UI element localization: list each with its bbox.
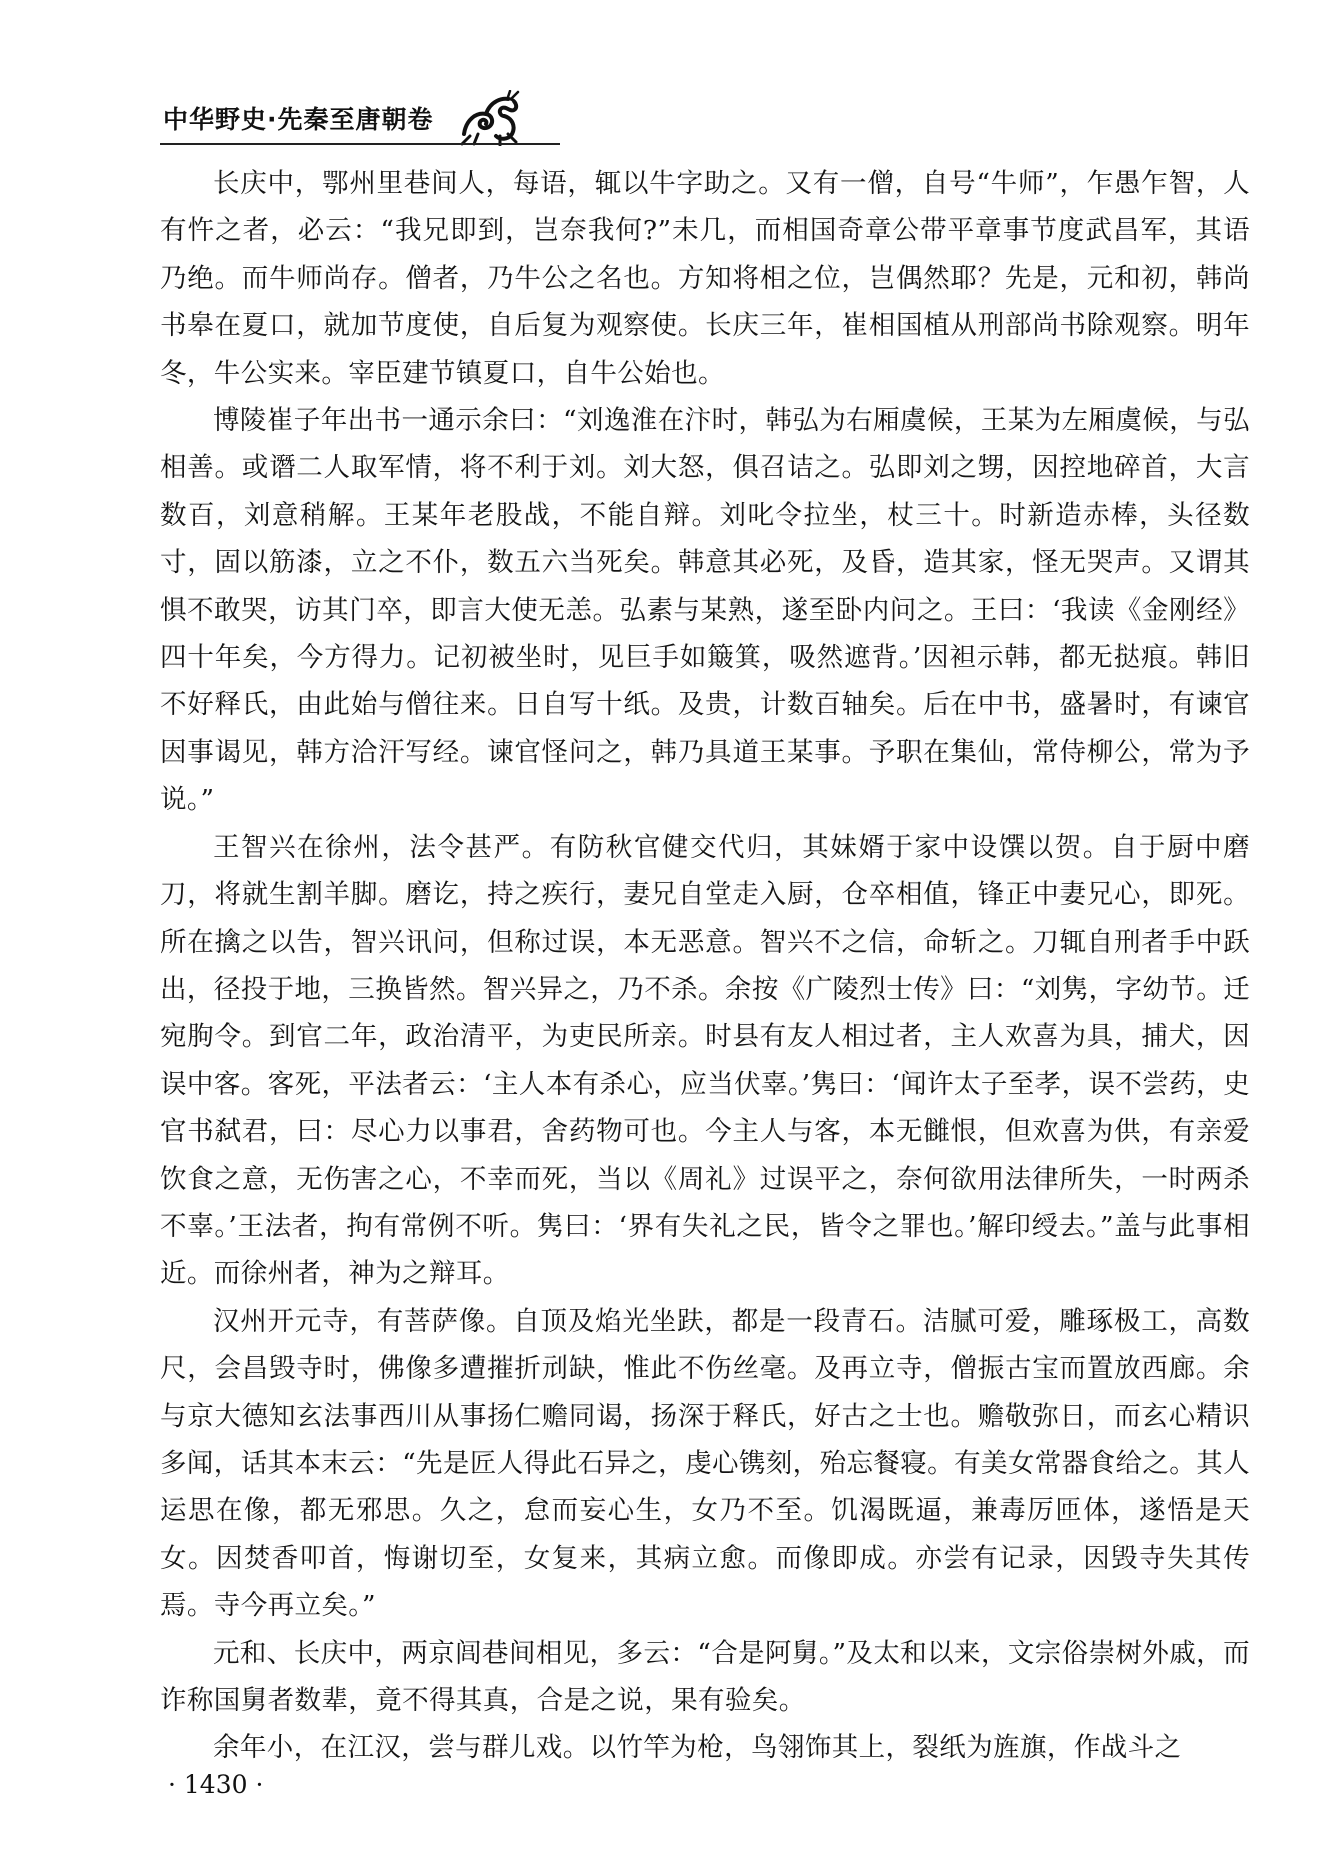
paragraph: 长庆中，鄂州里巷间人，每语，辄以牛字助之。又有一僧，自号“牛师”，乍愚乍智，人有忤之者，必云：“我兄即到，岂奈我何?”未几，而相国奇章公带平章事节度武昌军，其语乃绝。而牛师尚存。僧者，乃牛公之名也。方知将相之位，岂偶然耶？先是，元和初，韩尚书皋在夏口，就加节度使，自后复为观察使。长庆三年，崔相国植从刑部尚书除观察。明年冬，牛公实来。宰臣建节镇夏口，自牛公始也。 (160, 168, 1250, 389)
running-header-title: 中华野史·先秦至唐朝卷 (163, 105, 434, 134)
dragon-icon (456, 90, 522, 146)
paragraph: 余年小，在江汉，尝与群儿戏。以竹竿为枪，鸟翎饰其上，裂纸为旌旗，作战斗之 (213, 1732, 1182, 1764)
paragraph: 元和、长庆中，两京闾巷间相见，多云：“合是阿舅。”及太和以来，文宗俗崇树外戚，而诈称国舅者数辈，竟不得其真，合是之说，果有验矣。 (160, 1637, 1250, 1716)
body-text (160, 160, 1250, 1772)
paragraph: 博陵崔子年出书一通示余曰：“刘逸淮在汴时，韩弘为右厢虞候，王某为左厢虞候，与弘相善。或谮二人取军情，将不利于刘。刘大怒，俱召诘之。弘即刘之甥，因控地碎首，大言数百，刘意稍解。王某年老股战，不能自辩。刘叱令拉坐，杖三十。时新造赤棒，头径数寸，固以筋漆，立之不仆，数五六当死矣。韩意其必死，及昏，造其家，怪无哭声。又谓其惧不敢哭，访其门卒，即言大使无恙。弘素与某熟，遂至卧内问之。王曰：‘我读《金刚经》四十年矣，今方得力。记初被坐时，见巨手如簸箕，吸然遮背。’因袒示韩，都无挞痕。韩旧不好释氏，由此始与僧往来。日自写十纸。及贵，计数百轴矣。后在中书，盛暑时，有谏官因事谒见，韩方洽汗写经。谏官怪问之，韩乃具道王某事。予职在集仙，常侍柳公，常为予说。” (160, 405, 1250, 816)
running-header (163, 88, 522, 148)
paragraph: 汉州开元寺，有菩萨像。自顶及焰光坐趺，都是一段青石。洁腻可爱，雕琢极工，高数尺，会昌毁寺时，佛像多遭摧折刓缺，惟此不伤丝毫。及再立寺，僧振古宝而置放西廊。余与京大德知玄法事西川从事扬仁赡同谒，扬深于释氏，好古之士也。赡敬弥日，而玄心精识多闻，话其本末云：“先是匠人得此石异之，虔心镌刻，殆忘餐寝。有美女常器食给之。其人运思在像，都无邪思。久之，怠而妄心生，女乃不至。饥渴既逼，兼毒厉匝体，遂悟是天女。因焚香叩首，悔谢切至，女复来，其病立愈。而像即成。亦尝有记录，因毁寺失其传焉。寺今再立矣。” (160, 1305, 1250, 1622)
page-number: · 1430 · (168, 1770, 264, 1799)
paragraph: 王智兴在徐州，法令甚严。有防秋官健交代归，其妹婿于家中设馔以贺。自于厨中磨刀，将就生割羊脚。磨讫，持之疾行，妻兄自堂走入厨，仓卒相值，锋正中妻兄心，即死。所在擒之以告，智兴讯问，但称过误，本无恶意。智兴不之信，命斩之。刀辄自刑者手中跃出，径投于地，三换皆然。智兴异之，乃不杀。余按《广陵烈士传》曰：“刘隽，字幼节。迁宛朐令。到官二年，政治清平，为吏民所亲。时县有友人相过者，主人欢喜为具，捕犬，因误中客。客死，平法者云：‘主人本有杀心，应当伏辜。’隽曰：‘闻许太子至孝，误不尝药，史官书弑君，曰：尽心力以事君，舍药物可也。今主人与客，本无雠恨，但欢喜为供，有亲爱饮食之意，无伤害之心，不幸而死，当以《周礼》过误平之，奈何欲用法律所失，一时两杀不辜。’王法者，拘有常例不听。隽曰：‘界有失礼之民，皆令之罪也。’解印绶去。”盖与此事相近。而徐州者，神为之辩耳。 (160, 831, 1250, 1290)
header-rule (160, 143, 560, 145)
